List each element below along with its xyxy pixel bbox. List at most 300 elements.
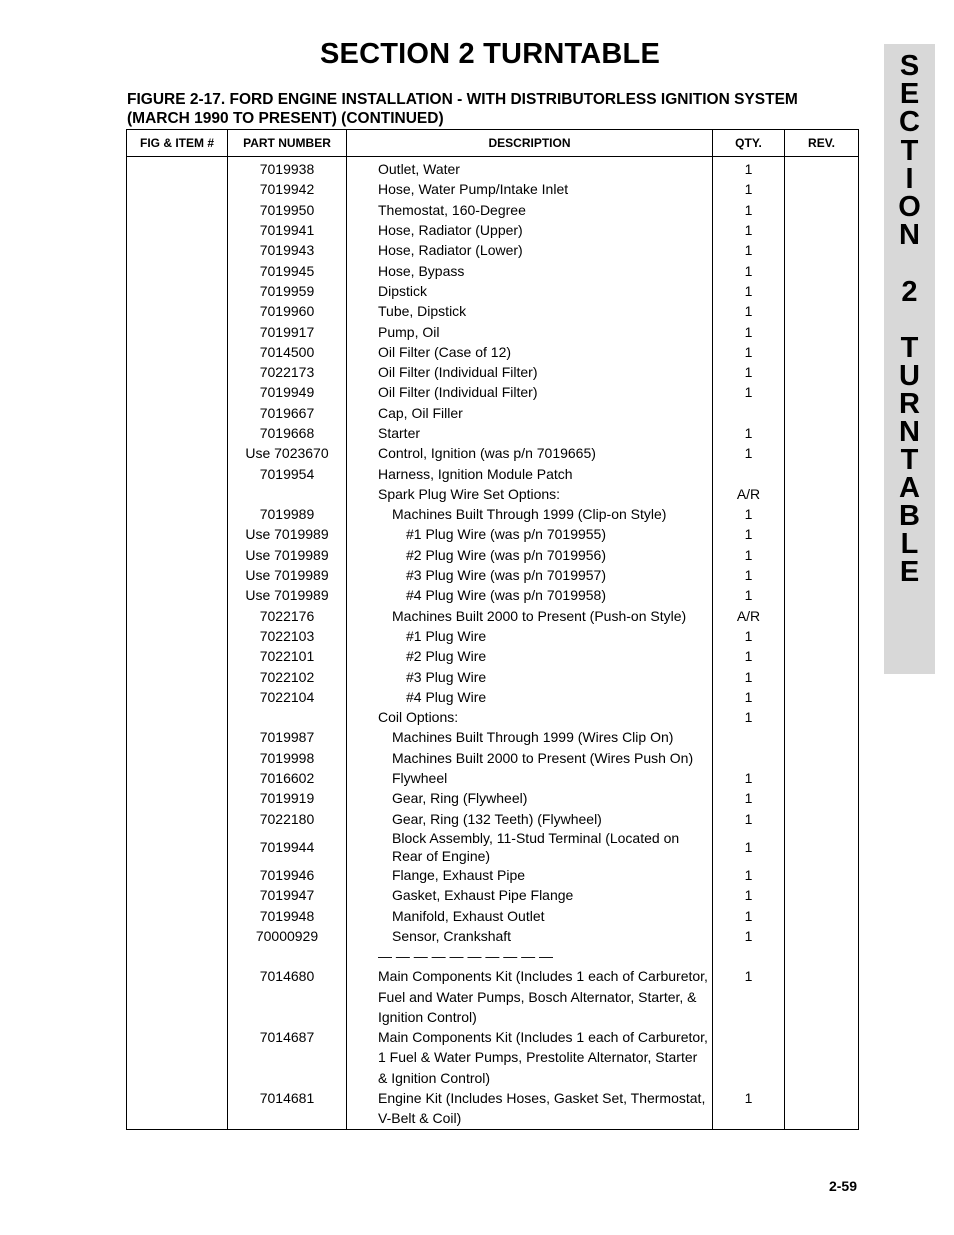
cell-description [347, 260, 713, 280]
description-line: Manifold, Exhaust Outlet [392, 907, 545, 924]
table-row [127, 463, 859, 483]
cell-rev [785, 504, 859, 524]
side-tab-letter: O [898, 191, 921, 223]
cell-fig-item [127, 321, 228, 341]
cell-description [347, 157, 713, 180]
cell-part-number: 7019919 [228, 788, 347, 808]
description-line: Themostat, 160-Degree [378, 201, 526, 218]
table-row [127, 768, 859, 788]
cell-rev [785, 707, 859, 727]
table-row [127, 926, 859, 946]
description-line: Oil Filter (Individual Filter) [378, 384, 538, 401]
cell-qty: 1 [713, 926, 785, 946]
cell-rev [785, 423, 859, 443]
cell-part-number: 7019667 [228, 403, 347, 423]
cell-fig-item [127, 885, 228, 905]
cell-description [347, 423, 713, 443]
table-row [127, 727, 859, 747]
cell-rev [785, 342, 859, 362]
cell-fig-item [127, 403, 228, 423]
cell-part-number: 7019945 [228, 260, 347, 280]
cell-fig-item [127, 966, 228, 1027]
cell-part-number: 7014681 [228, 1088, 347, 1129]
cell-qty: 1 [713, 809, 785, 829]
cell-fig-item [127, 504, 228, 524]
cell-qty [713, 727, 785, 747]
cell-rev [785, 362, 859, 382]
side-tab-letter: S [899, 50, 920, 82]
table-row [127, 707, 859, 727]
cell-fig-item [127, 545, 228, 565]
description-line: Spark Plug Wire Set Options: [378, 485, 561, 502]
description-line: Gear, Ring (132 Teeth) (Flywheel) [392, 810, 602, 827]
cell-part-number: 7019941 [228, 220, 347, 240]
table-row [127, 1027, 859, 1088]
cell-fig-item [127, 423, 228, 443]
description-line: Gasket, Exhaust Pipe Flange [392, 887, 574, 904]
cell-qty: 1 [713, 1088, 785, 1129]
cell-part-number: 7022104 [228, 687, 347, 707]
description-line: Machines Built Through 1999 (Wires Clip On) [392, 729, 674, 746]
cell-description [347, 443, 713, 463]
cell-rev [785, 443, 859, 463]
cell-rev [785, 946, 859, 966]
side-tab-letter: B [899, 500, 920, 532]
cell-rev [785, 260, 859, 280]
side-tab-letter: T [900, 135, 919, 167]
table-row [127, 905, 859, 925]
description-line: Coil Options: [378, 709, 459, 726]
cell-rev [785, 885, 859, 905]
cell-part-number: Use 7019989 [228, 565, 347, 585]
description-line: Machines Built Through 1999 (Clip-on Style) [392, 506, 667, 523]
description-line: Flywheel [392, 770, 448, 787]
cell-description [347, 727, 713, 747]
cell-qty: 1 [713, 666, 785, 686]
cell-description [347, 666, 713, 686]
cell-part-number [228, 946, 347, 966]
cell-fig-item [127, 946, 228, 966]
cell-rev [785, 727, 859, 747]
cell-qty: 1 [713, 382, 785, 402]
cell-description [347, 565, 713, 585]
table-row [127, 342, 859, 362]
side-tab-letter: E [899, 78, 920, 110]
cell-description [347, 1027, 713, 1088]
table-row [127, 179, 859, 199]
cell-qty: 1 [713, 585, 785, 605]
side-tab-letter: U [899, 360, 920, 392]
table-row [127, 966, 859, 1027]
cell-qty: 1 [713, 687, 785, 707]
cell-part-number: 7022173 [228, 362, 347, 382]
cell-fig-item [127, 1088, 228, 1129]
cell-qty: 1 [713, 260, 785, 280]
description-line: #3 Plug Wire (was p/n 7019957) [406, 567, 606, 584]
figure-title-line-1: FIGURE 2-17. FORD ENGINE INSTALLATION - WITH DISTRIBUTORLESS IGNITION SYSTEM [127, 91, 798, 108]
cell-fig-item [127, 443, 228, 463]
cell-description [347, 885, 713, 905]
cell-qty: 1 [713, 865, 785, 885]
cell-part-number: 7019959 [228, 281, 347, 301]
cell-part-number: Use 7019989 [228, 585, 347, 605]
cell-qty: A/R [713, 484, 785, 504]
description-line: #1 Plug Wire [406, 627, 487, 644]
cell-fig-item [127, 281, 228, 301]
cell-part-number: 7022102 [228, 666, 347, 686]
cell-description [347, 865, 713, 885]
description-line: #2 Plug Wire (was p/n 7019956) [406, 546, 606, 563]
cell-rev [785, 463, 859, 483]
side-tab-letter: N [899, 416, 920, 448]
section-title: SECTION 2 TURNTABLE [320, 38, 660, 70]
cell-description [347, 220, 713, 240]
table-row [127, 748, 859, 768]
cell-description [347, 382, 713, 402]
cell-part-number: 7019946 [228, 865, 347, 885]
section-side-tab [884, 44, 935, 674]
cell-fig-item [127, 565, 228, 585]
table-row [127, 382, 859, 402]
side-tab-letter: R [899, 388, 920, 420]
side-tab-letter: E [899, 556, 920, 588]
column-header-fig-item: FIG & ITEM # [127, 130, 228, 157]
description-line: Starter [378, 425, 421, 441]
cell-rev [785, 301, 859, 321]
side-tab-letter: T [900, 332, 919, 364]
cell-description [347, 606, 713, 626]
cell-rev [785, 220, 859, 240]
cell-qty: 1 [713, 646, 785, 666]
cell-description [347, 403, 713, 423]
cell-part-number: 7019949 [228, 382, 347, 402]
table-row [127, 443, 859, 463]
column-header-rev: REV. [785, 130, 859, 157]
cell-fig-item [127, 626, 228, 646]
cell-part-number: 7019960 [228, 301, 347, 321]
cell-qty: 1 [713, 565, 785, 585]
description-line: 1 Fuel & Water Pumps, Prestolite Alternator, Starter [378, 1049, 698, 1066]
cell-rev [785, 788, 859, 808]
cell-qty: 1 [713, 905, 785, 925]
description-line: Pump, Oil [378, 323, 440, 340]
cell-part-number: Use 7019989 [228, 545, 347, 565]
cell-fig-item [127, 301, 228, 321]
cell-qty: 1 [713, 504, 785, 524]
cell-fig-item [127, 382, 228, 402]
description-line: Gear, Ring (Flywheel) [392, 790, 528, 807]
table-row [127, 885, 859, 905]
cell-qty: 1 [713, 362, 785, 382]
cell-qty: 1 [713, 179, 785, 199]
cell-part-number: 7019954 [228, 463, 347, 483]
description-line: #3 Plug Wire [406, 668, 487, 685]
cell-rev [785, 484, 859, 504]
cell-rev [785, 382, 859, 402]
description-line: V-Belt & Coil) [378, 1110, 462, 1127]
cell-part-number: 7014687 [228, 1027, 347, 1088]
cell-fig-item [127, 865, 228, 885]
cell-part-number: 7019950 [228, 200, 347, 220]
description-line: Oil Filter (Individual Filter) [378, 364, 538, 381]
cell-qty: 1 [713, 423, 785, 443]
table-row [127, 666, 859, 686]
cell-part-number: 7019943 [228, 240, 347, 260]
side-tab-letter: L [900, 528, 919, 560]
cell-rev [785, 524, 859, 544]
column-header-qty: QTY. [713, 130, 785, 157]
cell-qty: A/R [713, 606, 785, 626]
description-line: Main Components Kit (Includes 1 each of Carburetor, [378, 968, 708, 985]
description-line: Outlet, Water [378, 161, 460, 178]
description-line: Fuel and Water Pumps, Bosch Alternator, Starter, & [378, 988, 697, 1005]
description-line: #2 Plug Wire [406, 648, 487, 665]
cell-description [347, 809, 713, 829]
cell-description [347, 687, 713, 707]
description-line: — — — — — — — — — — [378, 948, 554, 965]
description-line: Hose, Water Pump/Intake Inlet [378, 181, 569, 198]
column-header-part-number: PART NUMBER [228, 130, 347, 157]
figure-title [127, 90, 867, 128]
cell-qty: 1 [713, 443, 785, 463]
parts-table-body [127, 157, 859, 1130]
cell-description [347, 200, 713, 220]
cell-fig-item [127, 666, 228, 686]
cell-qty: 1 [713, 301, 785, 321]
cell-description [347, 946, 713, 966]
cell-rev [785, 905, 859, 925]
cell-description [347, 321, 713, 341]
table-row [127, 362, 859, 382]
table-row [127, 585, 859, 605]
cell-qty [713, 946, 785, 966]
description-line: Flange, Exhaust Pipe [392, 866, 526, 883]
description-line: Control, Ignition (was p/n 7019665) [378, 445, 596, 462]
cell-rev [785, 179, 859, 199]
cell-part-number: 7016602 [228, 768, 347, 788]
cell-description [347, 585, 713, 605]
table-row [127, 626, 859, 646]
cell-part-number: 7022176 [228, 606, 347, 626]
cell-rev [785, 626, 859, 646]
side-tab-letter: C [899, 106, 920, 138]
cell-description [347, 748, 713, 768]
cell-part-number: 7014680 [228, 966, 347, 1027]
cell-rev [785, 829, 859, 865]
cell-part-number: 7019989 [228, 504, 347, 524]
description-line: Hose, Radiator (Upper) [378, 222, 523, 239]
cell-fig-item [127, 707, 228, 727]
cell-fig-item [127, 829, 228, 865]
cell-fig-item [127, 585, 228, 605]
table-row [127, 240, 859, 260]
cell-part-number: 7014500 [228, 342, 347, 362]
column-header-description: DESCRIPTION [347, 130, 713, 157]
cell-part-number: 70000929 [228, 926, 347, 946]
cell-rev [785, 687, 859, 707]
table-header-row [127, 130, 859, 157]
cell-fig-item [127, 606, 228, 626]
cell-part-number: 7019998 [228, 748, 347, 768]
cell-rev [785, 926, 859, 946]
cell-rev [785, 281, 859, 301]
cell-rev [785, 565, 859, 585]
table-row [127, 281, 859, 301]
cell-rev [785, 966, 859, 1027]
page-number: 2-59 [828, 1178, 857, 1194]
cell-qty: 1 [713, 829, 785, 865]
cell-description [347, 626, 713, 646]
table-row [127, 565, 859, 585]
table-row [127, 545, 859, 565]
cell-rev [785, 748, 859, 768]
cell-fig-item [127, 200, 228, 220]
table-row [127, 321, 859, 341]
description-line: Hose, Radiator (Lower) [378, 242, 523, 259]
description-line: Machines Built 2000 to Present (Wires Push On) [392, 749, 694, 766]
cell-qty: 1 [713, 707, 785, 727]
cell-part-number: 7019668 [228, 423, 347, 443]
cell-qty: 1 [713, 220, 785, 240]
cell-description [347, 504, 713, 524]
cell-fig-item [127, 463, 228, 483]
table-row [127, 484, 859, 504]
description-line: Block Assembly, 11-Stud Terminal (Located on [392, 829, 680, 846]
cell-qty: 1 [713, 321, 785, 341]
table-row [127, 403, 859, 423]
table-row [127, 524, 859, 544]
cell-description [347, 463, 713, 483]
cell-fig-item [127, 926, 228, 946]
cell-fig-item [127, 342, 228, 362]
side-tab-letter: T [900, 444, 919, 476]
description-line: Sensor, Crankshaft [392, 927, 512, 944]
cell-fig-item [127, 727, 228, 747]
cell-fig-item [127, 157, 228, 180]
cell-fig-item [127, 484, 228, 504]
parts-table [126, 129, 859, 1130]
description-line: & Ignition Control) [378, 1069, 491, 1086]
cell-description [347, 966, 713, 1027]
cell-fig-item [127, 240, 228, 260]
cell-qty: 1 [713, 240, 785, 260]
cell-rev [785, 666, 859, 686]
cell-rev [785, 1027, 859, 1088]
cell-rev [785, 768, 859, 788]
cell-part-number: 7019944 [228, 829, 347, 865]
cell-rev [785, 545, 859, 565]
cell-part-number: 7022180 [228, 809, 347, 829]
cell-part-number: 7019987 [228, 727, 347, 747]
table-row [127, 646, 859, 666]
side-tab-letter: 2 [901, 276, 918, 308]
table-row [127, 865, 859, 885]
cell-rev [785, 585, 859, 605]
cell-fig-item [127, 788, 228, 808]
cell-qty: 1 [713, 524, 785, 544]
cell-rev [785, 809, 859, 829]
side-tab-letter: N [899, 219, 920, 251]
cell-description [347, 301, 713, 321]
cell-qty: 1 [713, 768, 785, 788]
cell-description [347, 707, 713, 727]
cell-rev [785, 321, 859, 341]
description-line: Tube, Dipstick [378, 303, 467, 320]
description-line: Ignition Control) [378, 1008, 477, 1025]
description-line: Hose, Bypass [378, 262, 465, 279]
cell-fig-item [127, 905, 228, 925]
cell-part-number: 7019947 [228, 885, 347, 905]
figure-title-line-2: (MARCH 1990 TO PRESENT) (CONTINUED) [127, 110, 444, 127]
cell-qty [713, 748, 785, 768]
cell-rev [785, 865, 859, 885]
cell-fig-item [127, 260, 228, 280]
side-tab-letter: I [905, 163, 914, 195]
cell-description [347, 905, 713, 925]
cell-fig-item [127, 646, 228, 666]
cell-description [347, 179, 713, 199]
cell-rev [785, 606, 859, 626]
table-row [127, 946, 859, 966]
cell-description [347, 545, 713, 565]
table-row [127, 200, 859, 220]
cell-qty [713, 403, 785, 423]
cell-fig-item [127, 748, 228, 768]
cell-rev [785, 240, 859, 260]
description-line: Machines Built 2000 to Present (Push-on Style) [392, 607, 687, 624]
description-line: Cap, Oil Filler [378, 404, 463, 421]
cell-fig-item [127, 220, 228, 240]
cell-qty [713, 463, 785, 483]
cell-fig-item [127, 687, 228, 707]
description-line: #4 Plug Wire [406, 688, 487, 705]
cell-part-number: 7022103 [228, 626, 347, 646]
table-row [127, 301, 859, 321]
description-line: Engine Kit (Includes Hoses, Gasket Set, Thermostat, [378, 1090, 706, 1107]
cell-part-number: 7019942 [228, 179, 347, 199]
cell-description [347, 281, 713, 301]
cell-description [347, 240, 713, 260]
cell-description [347, 788, 713, 808]
cell-description [347, 1088, 713, 1129]
cell-qty: 1 [713, 545, 785, 565]
cell-description [347, 926, 713, 946]
cell-rev [785, 200, 859, 220]
cell-part-number: 7019938 [228, 157, 347, 180]
description-line: #1 Plug Wire (was p/n 7019955) [406, 526, 606, 543]
cell-part-number: 7019917 [228, 321, 347, 341]
cell-description [347, 646, 713, 666]
cell-part-number [228, 484, 347, 504]
cell-qty: 1 [713, 281, 785, 301]
cell-rev [785, 646, 859, 666]
cell-description [347, 362, 713, 382]
cell-qty: 1 [713, 788, 785, 808]
table-row [127, 423, 859, 443]
description-line: Rear of Engine) [392, 847, 491, 864]
cell-part-number: Use 7023670 [228, 443, 347, 463]
cell-rev [785, 1088, 859, 1129]
table-row [127, 260, 859, 280]
cell-part-number: Use 7019989 [228, 524, 347, 544]
description-line: #4 Plug Wire (was p/n 7019958) [406, 587, 606, 604]
cell-description [347, 524, 713, 544]
table-row [127, 504, 859, 524]
cell-fig-item [127, 809, 228, 829]
cell-qty [713, 1027, 785, 1088]
cell-qty: 1 [713, 626, 785, 646]
cell-part-number: 7022101 [228, 646, 347, 666]
